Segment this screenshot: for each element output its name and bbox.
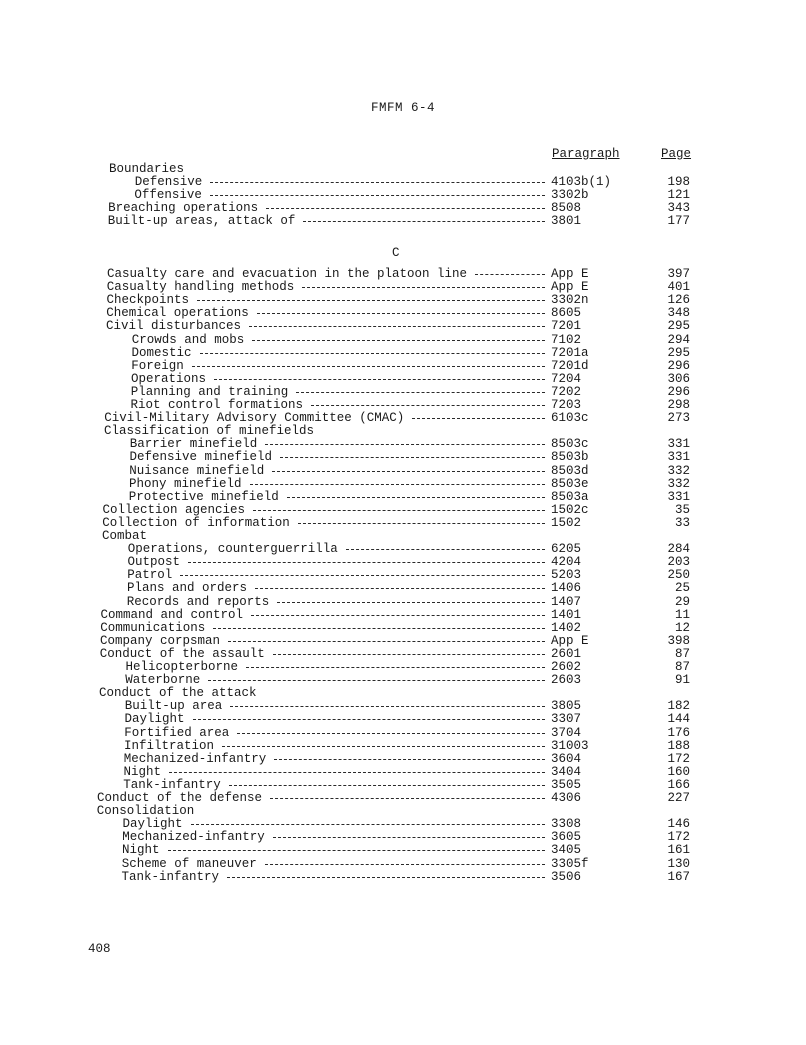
paragraph-ref: 4103b(1): [551, 175, 612, 190]
index-term: Planning and training: [131, 386, 292, 399]
paragraph-ref: 1407: [551, 594, 582, 609]
page-ref: 203: [667, 555, 690, 570]
index-term: Daylight: [123, 818, 186, 831]
index-entry: [0, 661, 806, 674]
index-term: Phony minefield: [129, 478, 245, 491]
paragraph-ref: 7204: [551, 371, 582, 386]
index-entry: [0, 713, 806, 726]
index-term: Crowds and mobs: [132, 334, 248, 347]
page-ref: 172: [667, 830, 690, 845]
dot-leader: [229, 785, 545, 786]
dot-leader: [273, 654, 545, 655]
index-entry: [0, 648, 806, 661]
dot-leader: [311, 405, 545, 406]
page-ref: 91: [674, 673, 690, 688]
dot-leader: [412, 418, 545, 419]
paragraph-ref: 4306: [551, 791, 582, 805]
paragraph-ref: 2602: [551, 660, 582, 674]
dot-leader: [192, 366, 545, 367]
index-entry: [0, 294, 806, 307]
paragraph-ref: 1502: [551, 515, 582, 530]
index-entry: [0, 700, 806, 713]
dot-leader: [213, 628, 545, 629]
dot-leader: [169, 772, 545, 773]
index-entry: [0, 451, 806, 464]
index-entry: [0, 792, 806, 805]
index-entry: [0, 687, 806, 700]
index-entry: [0, 871, 806, 884]
index-entry: [0, 753, 806, 766]
index-entry: [0, 478, 806, 491]
index-term: Waterborne: [125, 674, 203, 687]
dot-leader: [273, 837, 545, 838]
page-ref: 398: [667, 633, 690, 648]
page-ref: 284: [667, 542, 690, 557]
index-term: Daylight: [125, 713, 188, 726]
page-ref: 331: [667, 437, 690, 452]
index-entry: [0, 360, 806, 373]
index-term: Consolidation: [97, 805, 198, 818]
dot-leader: [303, 221, 545, 222]
page-ref: 35: [674, 502, 690, 517]
index-term: Operations, counterguerrilla: [128, 543, 341, 556]
index-term: Communications: [100, 622, 208, 635]
index-entry: [0, 438, 806, 451]
paragraph-ref: 1401: [551, 607, 582, 622]
dot-leader: [188, 562, 545, 563]
index-term: Breaching operations: [108, 202, 261, 215]
index-entry: [0, 215, 806, 228]
dot-leader: [222, 746, 545, 747]
dot-leader: [228, 641, 545, 642]
page-ref: 332: [667, 476, 690, 491]
page-ref: 144: [667, 712, 690, 727]
paragraph-ref: App E: [551, 280, 589, 295]
index-term: Civil disturbances: [106, 320, 244, 333]
index-term: Mechanized-infantry: [122, 831, 268, 844]
index-term: Outpost: [128, 556, 184, 569]
dot-leader: [255, 588, 545, 589]
index-term: Night: [124, 766, 165, 779]
paragraph-ref: 1406: [551, 581, 582, 596]
section-letter-c: C: [392, 246, 400, 260]
dot-leader: [210, 195, 545, 196]
index-entry: [0, 425, 806, 438]
index-term: Helicopterborne: [126, 661, 242, 674]
index-entry: [0, 320, 806, 333]
paragraph-ref: 8503d: [551, 463, 589, 478]
index-term: Nuisance minefield: [129, 465, 267, 478]
index-term: Conduct of the attack: [99, 687, 260, 700]
index-entry: [0, 176, 806, 189]
index-entry: [0, 491, 806, 504]
page-ref: 25: [674, 581, 690, 596]
index-entry: [0, 189, 806, 202]
page-ref: 397: [667, 267, 690, 281]
index-entry: [0, 805, 806, 818]
index-term: Domestic: [132, 347, 195, 360]
paragraph-ref: 6205: [551, 542, 582, 557]
dot-leader: [298, 523, 545, 524]
page-ref: 167: [667, 869, 690, 884]
paragraph-ref: 3302b: [551, 188, 589, 203]
page-ref: 296: [667, 384, 690, 399]
index-term: Barrier minefield: [130, 438, 261, 451]
dot-leader: [251, 615, 545, 616]
paragraph-ref: 7202: [551, 384, 582, 399]
paragraph-ref: 7201a: [551, 345, 589, 360]
page-ref: 126: [667, 293, 690, 308]
index-entry: [0, 530, 806, 543]
index-entry: [0, 163, 806, 176]
page-ref: 348: [667, 306, 690, 321]
page-ref: 161: [667, 843, 690, 858]
page-ref: 146: [667, 817, 690, 832]
page-ref: 331: [667, 450, 690, 465]
index-term: Combat: [102, 530, 150, 543]
dot-leader: [197, 300, 545, 301]
dot-leader: [214, 379, 545, 380]
index-term: Casualty care and evacuation in the platoon line: [107, 268, 470, 281]
dot-leader: [208, 680, 545, 681]
dot-leader: [191, 824, 546, 825]
paragraph-ref: 3305f: [551, 856, 589, 871]
page-ref: 343: [667, 201, 690, 216]
paragraph-ref: 5203: [551, 568, 582, 583]
paragraph-ref: 4204: [551, 555, 582, 570]
paragraph-ref: 3604: [551, 751, 582, 766]
dot-leader: [227, 877, 545, 878]
paragraph-ref: 1402: [551, 620, 582, 635]
index-term: Tank-infantry: [122, 871, 223, 884]
index-entry: [0, 858, 806, 871]
dot-leader: [180, 575, 545, 576]
index-entry: [0, 569, 806, 582]
index-entry: [0, 465, 806, 478]
page-ref: 294: [667, 332, 690, 347]
paragraph-ref: 8605: [551, 306, 582, 321]
index-entry: [0, 347, 806, 360]
dot-leader: [280, 457, 545, 458]
page-ref: 176: [667, 725, 690, 740]
index-entry: [0, 779, 806, 792]
page-ref: 331: [667, 489, 690, 504]
index-entry: [0, 674, 806, 687]
page-ref: 306: [667, 371, 690, 386]
paragraph-ref: 7203: [551, 398, 582, 412]
index-entry: [0, 766, 806, 779]
dot-leader: [249, 326, 545, 327]
paragraph-ref: 3801: [551, 214, 582, 229]
paragraph-ref: 31003: [551, 738, 589, 753]
index-term: Company corpsman: [100, 635, 223, 648]
page-ref: 29: [674, 594, 690, 609]
page-ref: 172: [667, 751, 690, 766]
paragraph-ref: 8503b: [551, 450, 589, 465]
page-ref: 11: [674, 607, 690, 622]
page-ref: 130: [667, 856, 690, 871]
dot-leader: [246, 667, 545, 668]
paragraph-ref: 3308: [551, 817, 582, 832]
index-term: Checkpoints: [107, 294, 193, 307]
index-term: Plans and orders: [127, 582, 250, 595]
index-entry: [0, 582, 806, 595]
index-term: Riot control formations: [131, 399, 307, 412]
index-term: Mechanized-infantry: [124, 753, 270, 766]
paragraph-ref: 3307: [551, 712, 582, 727]
page-ref: 295: [667, 345, 690, 360]
dot-leader: [274, 759, 545, 760]
index-term: Defensive: [135, 176, 206, 189]
dot-leader: [266, 208, 545, 209]
index-term: Fortified area: [124, 727, 232, 740]
index-term: Defensive minefield: [130, 451, 276, 464]
dot-leader: [250, 484, 546, 485]
dot-leader: [253, 510, 545, 511]
dot-leader: [265, 444, 545, 445]
index-term: Built-up area: [125, 700, 226, 713]
dot-leader: [296, 392, 545, 393]
paragraph-ref: 7201: [551, 319, 582, 334]
paragraph-ref: 1502c: [551, 502, 589, 517]
page-ref: 160: [667, 764, 690, 779]
index-term: Collection agencies: [103, 504, 249, 517]
paragraph-ref: 8503e: [551, 476, 589, 491]
dot-leader: [346, 549, 545, 550]
paragraph-ref: 7201d: [551, 358, 589, 373]
index-term: Patrol: [127, 569, 175, 582]
dot-leader: [252, 340, 545, 341]
page-ref: 33: [674, 515, 690, 530]
paragraph-ref: 8503c: [551, 437, 589, 452]
index-entry: [0, 268, 806, 281]
paragraph-ref: 3605: [551, 830, 582, 845]
paragraph-ref: 3404: [551, 764, 582, 779]
index-term: Collection of information: [102, 517, 293, 530]
dot-leader: [257, 313, 545, 314]
index-entry: [0, 635, 806, 648]
page-ref: 295: [667, 319, 690, 334]
index-term: Chemical operations: [106, 307, 252, 320]
index-entry: [0, 504, 806, 517]
page-number: 408: [88, 942, 111, 956]
dot-leader: [475, 274, 545, 275]
index-term: Classification of minefields: [104, 425, 317, 438]
paragraph-ref: App E: [551, 267, 589, 281]
page-ref: 177: [667, 214, 690, 229]
dot-leader: [265, 864, 545, 865]
page-ref: 12: [674, 620, 690, 635]
dot-leader: [277, 602, 545, 603]
index-entry: [0, 202, 806, 215]
page-ref: 296: [667, 358, 690, 373]
paragraph-ref: 3505: [551, 777, 582, 792]
index-entry: [0, 373, 806, 386]
page-ref: 182: [667, 699, 690, 714]
index-entry: [0, 543, 806, 556]
index-entry: [0, 386, 806, 399]
index-term: Infiltration: [124, 740, 217, 753]
paragraph-ref: 3405: [551, 843, 582, 858]
paragraph-ref: 3506: [551, 869, 582, 884]
page-ref: 166: [667, 777, 690, 792]
index-term: Boundaries: [109, 163, 187, 176]
index-term: Offensive: [134, 189, 205, 202]
index-term: Protective minefield: [129, 491, 282, 504]
index-term: Built-up areas, attack of: [108, 215, 299, 228]
page-ref: 250: [667, 568, 690, 583]
index-term: Civil-Military Advisory Committee (CMAC): [104, 412, 407, 425]
dot-leader: [230, 706, 545, 707]
index-entry: [0, 307, 806, 320]
index-entry: [0, 596, 806, 609]
index-entry: [0, 517, 806, 530]
page-ref: 87: [674, 660, 690, 674]
index-entry: [0, 727, 806, 740]
paragraph-ref: 6103c: [551, 411, 589, 426]
index-entry: [0, 556, 806, 569]
paragraph-ref: 3302n: [551, 293, 589, 308]
page-ref: 332: [667, 463, 690, 478]
paragraph-ref: 7102: [551, 332, 582, 347]
index-term: Foreign: [131, 360, 187, 373]
index-term: Tank-infantry: [123, 779, 224, 792]
index-entry: [0, 399, 806, 412]
dot-leader: [237, 733, 545, 734]
page-column-header: Page: [661, 147, 692, 161]
index-term: Scheme of maneuver: [122, 858, 260, 871]
index-entry: [0, 412, 806, 425]
paragraph-ref: App E: [551, 633, 589, 648]
index-entry: [0, 622, 806, 635]
dot-leader: [168, 850, 546, 851]
index-term: Records and reports: [127, 596, 273, 609]
dot-leader: [210, 182, 545, 183]
index-entry: [0, 740, 806, 753]
index-term: Conduct of the assault: [100, 648, 268, 661]
index-term: Night: [122, 844, 163, 857]
paragraph-ref: 2603: [551, 673, 582, 688]
dot-leader: [272, 471, 545, 472]
document-id: FMFM 6-4: [370, 101, 435, 115]
paragraph-column-header: Paragraph: [552, 147, 620, 161]
page-ref: 87: [674, 646, 690, 661]
index-entry: [0, 609, 806, 622]
index-term: Operations: [131, 373, 209, 386]
paragraph-ref: 2601: [551, 646, 582, 661]
index-term: Casualty handling methods: [107, 281, 298, 294]
page-ref: 198: [667, 175, 690, 190]
index-entry: [0, 844, 806, 857]
paragraph-ref: 3805: [551, 699, 582, 714]
paragraph-ref: 8508: [551, 201, 582, 216]
page-ref: 188: [667, 738, 690, 753]
paragraph-ref: 3704: [551, 725, 582, 740]
dot-leader: [287, 497, 545, 498]
page-ref: 401: [667, 280, 690, 295]
page-ref: 273: [667, 411, 690, 426]
index-entry: [0, 818, 806, 831]
index-term: Conduct of the defense: [97, 792, 265, 805]
index-entry: [0, 334, 806, 347]
index-entry: [0, 281, 806, 294]
dot-leader: [270, 798, 545, 799]
page-ref: 298: [667, 398, 690, 412]
page-ref: 227: [667, 791, 690, 805]
paragraph-ref: 8503a: [551, 489, 589, 504]
dot-leader: [193, 719, 546, 720]
index-term: Command and control: [101, 609, 247, 622]
dot-leader: [302, 287, 545, 288]
page-ref: 121: [667, 188, 690, 203]
dot-leader: [200, 353, 546, 354]
index-entry: [0, 831, 806, 844]
